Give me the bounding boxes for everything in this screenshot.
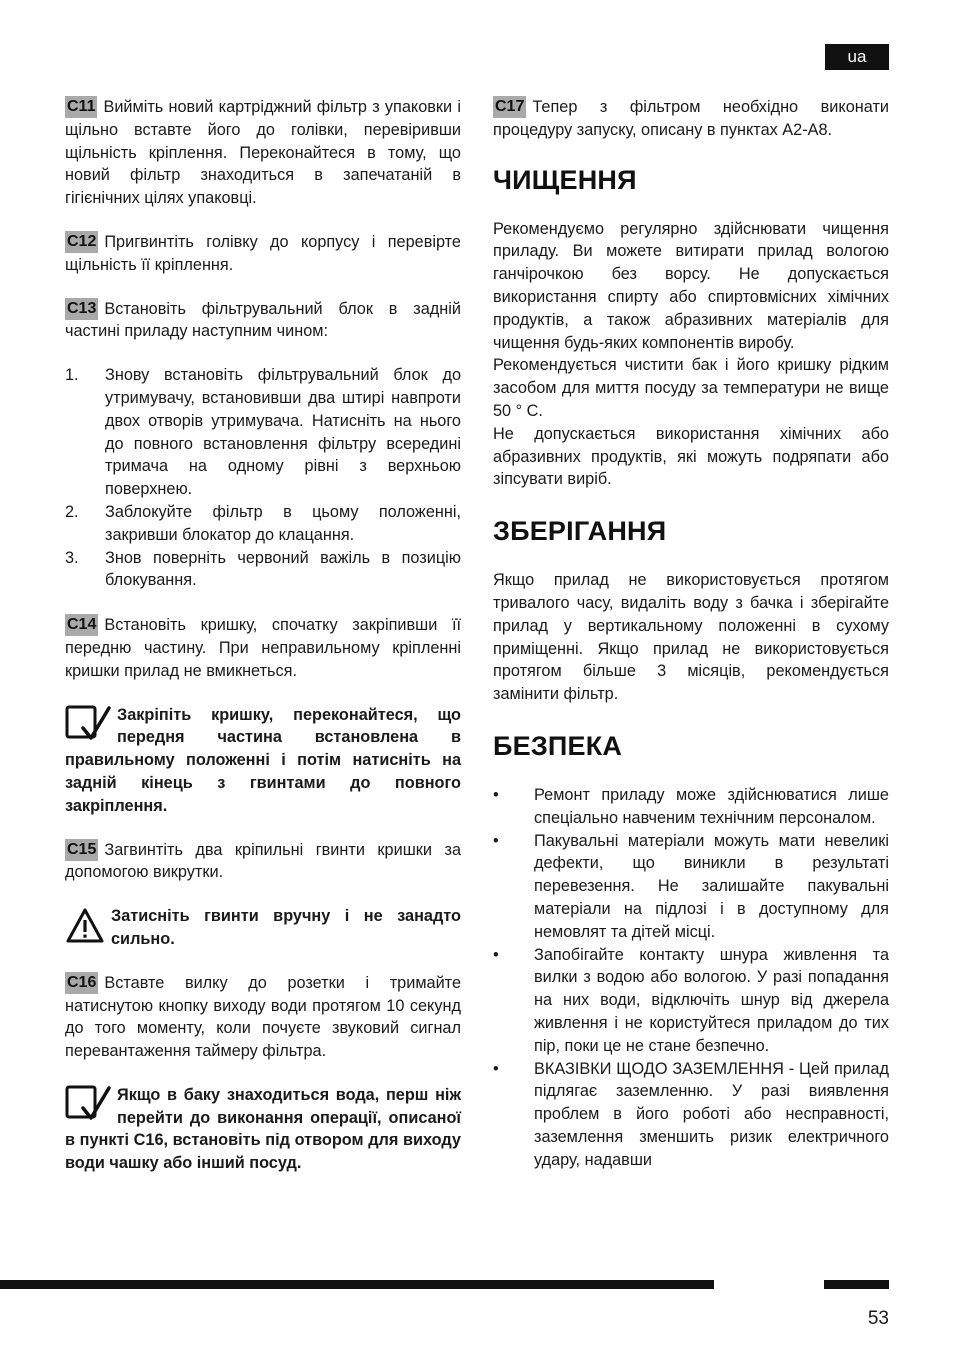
list-text: Заблокуйте фільтр в цьому положенні, закривши блокатор до клацання.	[105, 502, 461, 544]
step-code: C14	[65, 614, 98, 636]
cleaning-paragraph: Рекомендується чистити бак і його кришку рідким засобом для миття посуду за температури не вище 50 ° C.	[493, 356, 889, 420]
footer-rule-right	[824, 1280, 889, 1289]
cleaning-paragraph: Не допускається використання хімічних або абразивних продуктів, які можуть подряпати або зіпсувати виріб.	[493, 424, 889, 489]
step-code: C15	[65, 839, 98, 861]
bullet: •	[493, 945, 499, 964]
safety-list	[493, 784, 889, 1172]
list-item	[493, 1058, 889, 1172]
warning-text: Затисніть гвинти вручну і не занадто сильно.	[111, 907, 461, 948]
note-text: Закріпіть кришку, переконайтеся, що передня частина встановлена в правильному положенні і потім натисніть на задній кінець з гвинтами до повного закріплення.	[65, 705, 461, 815]
note-box-2	[65, 1084, 461, 1175]
list-item	[493, 944, 889, 1058]
step-text: Встановіть кришку, спочатку закріпивши її передню частину. При неправильному кріпленні кришки прилад не вмикнеться.	[65, 616, 461, 680]
page-number: 53	[867, 1308, 889, 1329]
checkbox-icon	[65, 1084, 115, 1128]
step-c13	[65, 298, 461, 344]
step-c11	[65, 96, 461, 210]
section-title-cleaning: ЧИЩЕННЯ	[493, 164, 637, 195]
bullet: •	[493, 785, 499, 804]
list-number: 1.	[65, 366, 79, 385]
list-item	[493, 784, 889, 830]
step-text: Вийміть новий картріджний фільтр з упаковки і щільно вставте його до голівки, перевіривши щільність кріплення. Переконайтеся в тому, що новий фільтр знаходиться в запечатаній в гігієнічних цілях упаковці.	[65, 98, 461, 208]
list-text: Знов поверніть червоний важіль в позицію блокування.	[105, 548, 461, 590]
right-column	[493, 96, 889, 1171]
step-code: C17	[493, 96, 526, 118]
footer-rule-left	[0, 1280, 714, 1289]
step-code: C12	[65, 231, 98, 253]
checkbox-icon	[65, 704, 115, 748]
list-text: Запобігайте контакту шнура живлення та вилки з водою або вологою. У разі попадання на них води, відключіть шнур від джерела живлення і не користуйтеся приладом до тих пір, поки це не стане безпечно.	[534, 945, 889, 1055]
list-item	[493, 830, 889, 944]
left-column	[65, 96, 461, 1196]
bullet: •	[493, 1059, 499, 1078]
list-text: Ремонт приладу може здійснюватися лише спеціально навченим технічним персоналом.	[534, 785, 889, 827]
step-c16	[65, 972, 461, 1063]
cleaning-paragraph: Рекомендуємо регулярно здійснювати чищення приладу. Ви можете витирати прилад вологою ганчірочкою без ворсу. Не допускається використання спирту або спиртовмісних хімічних продуктів, а також абразивних матеріалів для чищення будь-яких компонентів виробу.	[493, 219, 889, 352]
step-text: Пригвинтіть голівку до корпусу і перевірте щільність її кріплення.	[65, 232, 461, 274]
list-text: Знову встановіть фільтрувальний блок до утримувачу, встановивши два штирі навпроти двох отворів утримувача. Натисніть на нього до повного встановлення фільтру всередині тримача на одному рівні з верхньою поверхнею.	[105, 366, 461, 499]
step-code: C13	[65, 298, 98, 320]
warning-icon	[65, 907, 107, 947]
step-text: Вставте вилку до розетки і тримайте натиснутою кнопку виходу води протягом 10 секунд до того моменту, коли почуєте звуковий сигнал перевантаження таймеру фільтра.	[65, 973, 461, 1061]
step-text: Загвинтіть два кріпильні гвинти кришки за допомогою викрутки.	[65, 840, 461, 882]
step-c17	[493, 96, 889, 142]
step-c12	[65, 231, 461, 277]
step-text: Тепер з фільтром необхідно виконати процедуру запуску, описану в пунктах A2-A8.	[493, 98, 889, 139]
list-item	[65, 501, 461, 547]
step-c14	[65, 614, 461, 682]
list-item	[65, 547, 461, 593]
language-tab: ua	[825, 44, 889, 70]
list-item	[65, 364, 461, 501]
step-code: C11	[65, 96, 97, 118]
bullet: •	[493, 831, 499, 850]
step-code: C16	[65, 972, 98, 994]
note-text: Якщо в баку знаходиться вода, перш ніж перейти до виконання операції, описаної в пункті C16, встановіть під отвором для виходу води чашку або інший посуд.	[65, 1085, 461, 1173]
section-title-storage: ЗБЕРІГАННЯ	[493, 516, 667, 547]
list-text: Пакувальні матеріали можуть мати невеликі дефекти, що виникли в результаті перевезення. Не залишайте пакувальні матеріали на підлозі і в доступному для немовлят та дітей місці.	[534, 831, 889, 941]
list-number: 2.	[65, 502, 79, 521]
step-c15	[65, 839, 461, 885]
warning-box	[65, 905, 461, 951]
step-text: Встановіть фільтрувальний блок в задній частині приладу наступним чином:	[65, 299, 461, 341]
storage-paragraph: Якщо прилад не використовується протягом тривалого часу, видаліть воду з бачка і зберігайте прилад у вертикальному положенні в сухому приміщенні. Якщо прилад не використовується протягом більше 3 місяців, рекомендується замінити фільтр.	[493, 571, 889, 704]
section-title-safety: БЕЗПЕКА	[493, 730, 623, 761]
list-text: ВКАЗІВКИ ЩОДО ЗАЗЕМЛЕННЯ - Цей прилад підлягає заземленню. У разі виявлення проблем в його роботі або несправності, заземлення зменшить ризик електричного удару, надавши	[534, 1059, 889, 1169]
list-number: 3.	[65, 548, 79, 567]
numbered-list	[65, 364, 461, 592]
note-box-1	[65, 704, 461, 818]
